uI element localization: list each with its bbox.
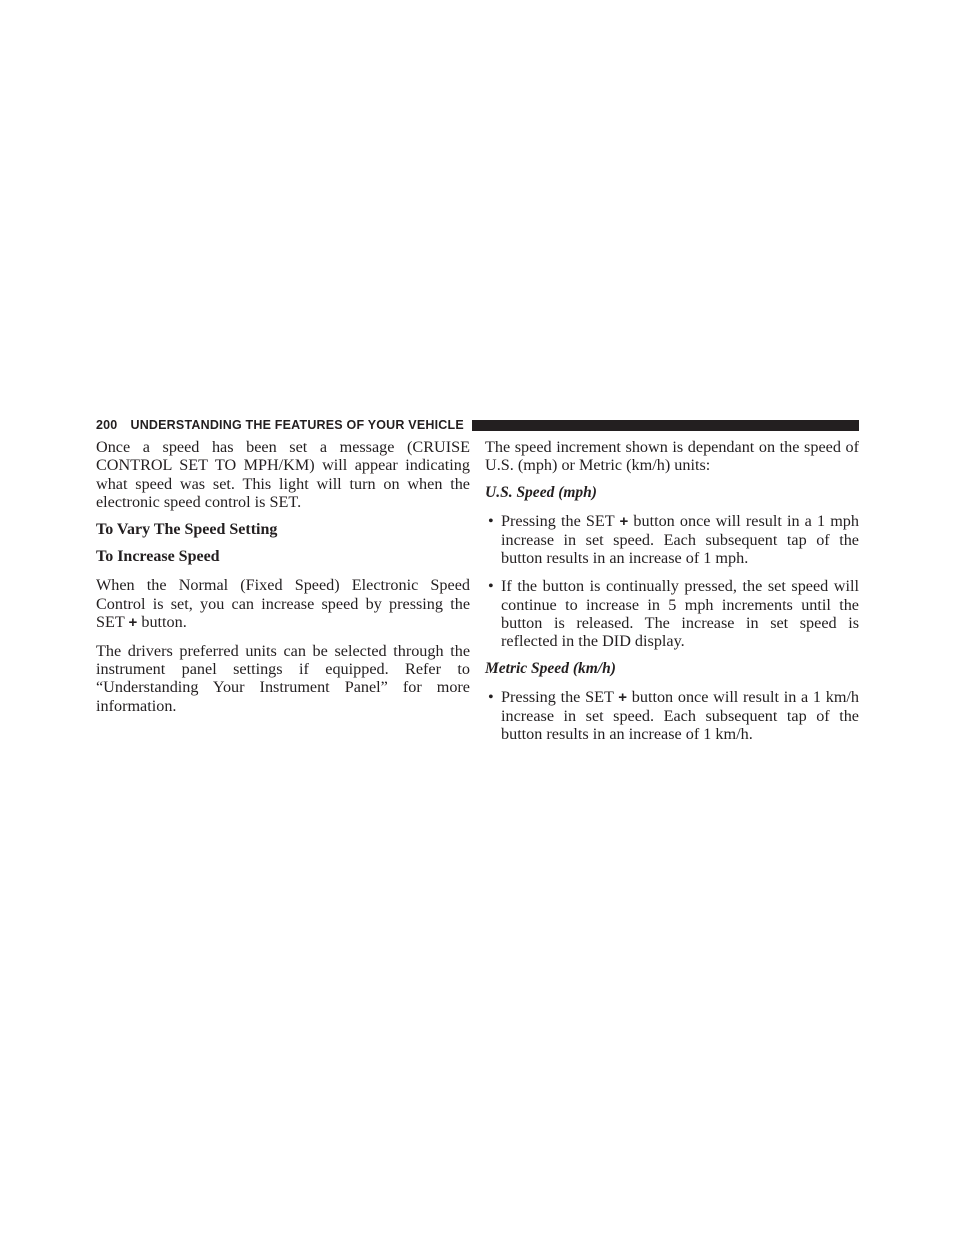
list-item [485,512,859,568]
bullet-text-before: Pressing the SET [501,511,615,530]
bullet-icon: • [488,511,494,530]
page-number: 200 [96,418,118,432]
us-speed-heading: U.S. Speed (mph) [485,484,597,502]
list-item [485,688,859,744]
units-paragraph: The drivers preferred units can be selected through the instrument panel settings if equipped. Refer to “Understanding Your Instrument Panel” for more information. [96,641,470,715]
increase-text-before: When the Normal (Fixed Speed) Electronic Speed Control is set, you can increase speed by pressing the SET [96,576,470,631]
bullet-icon: • [488,687,494,706]
plus-symbol: + [619,512,629,530]
increment-paragraph: The speed increment shown is dependant on the speed of U.S. (mph) or Metric (km/h) units: [485,438,859,475]
us-speed-list [485,512,859,651]
list-item [485,577,859,650]
header-rule [472,420,859,431]
intro-paragraph: Once a speed has been set a message (CRUISE CONTROL SET TO MPH/KM) will appear indicating what speed was set. This light will turn on when the electronic speed control is SET. [96,438,470,511]
heading-vary-speed: To Vary The Speed Setting [96,520,278,538]
heading-increase-speed: To Increase Speed [96,548,220,566]
increase-text-after: button. [141,612,187,631]
bullet-text-after: button once will result in a 1 km/h increase in set speed. Each subsequent tap of the button results in an increase of 1 km/h. [501,687,860,744]
bullet-text: If the button is continually pressed, the set speed will continue to increase in 5 mph increments until the button is released. The increase in set speed is reflected in the DID display. [501,577,859,651]
bullet-text-before: Pressing the SET [501,687,614,706]
metric-speed-heading: Metric Speed (km/h) [485,659,616,677]
page-header [96,416,859,434]
section-title: UNDERSTANDING THE FEATURES OF YOUR VEHICLE [130,418,464,432]
right-column [485,438,859,753]
plus-symbol: + [128,613,138,631]
left-column [96,438,470,724]
bullet-text-after: button once will result in a 1 mph increase in set speed. Each subsequent tap of the button results in an increase of 1 mph. [501,511,859,568]
bullet-icon: • [488,577,494,596]
plus-symbol: + [618,688,628,706]
increase-speed-paragraph [96,576,470,632]
metric-speed-list [485,688,859,744]
